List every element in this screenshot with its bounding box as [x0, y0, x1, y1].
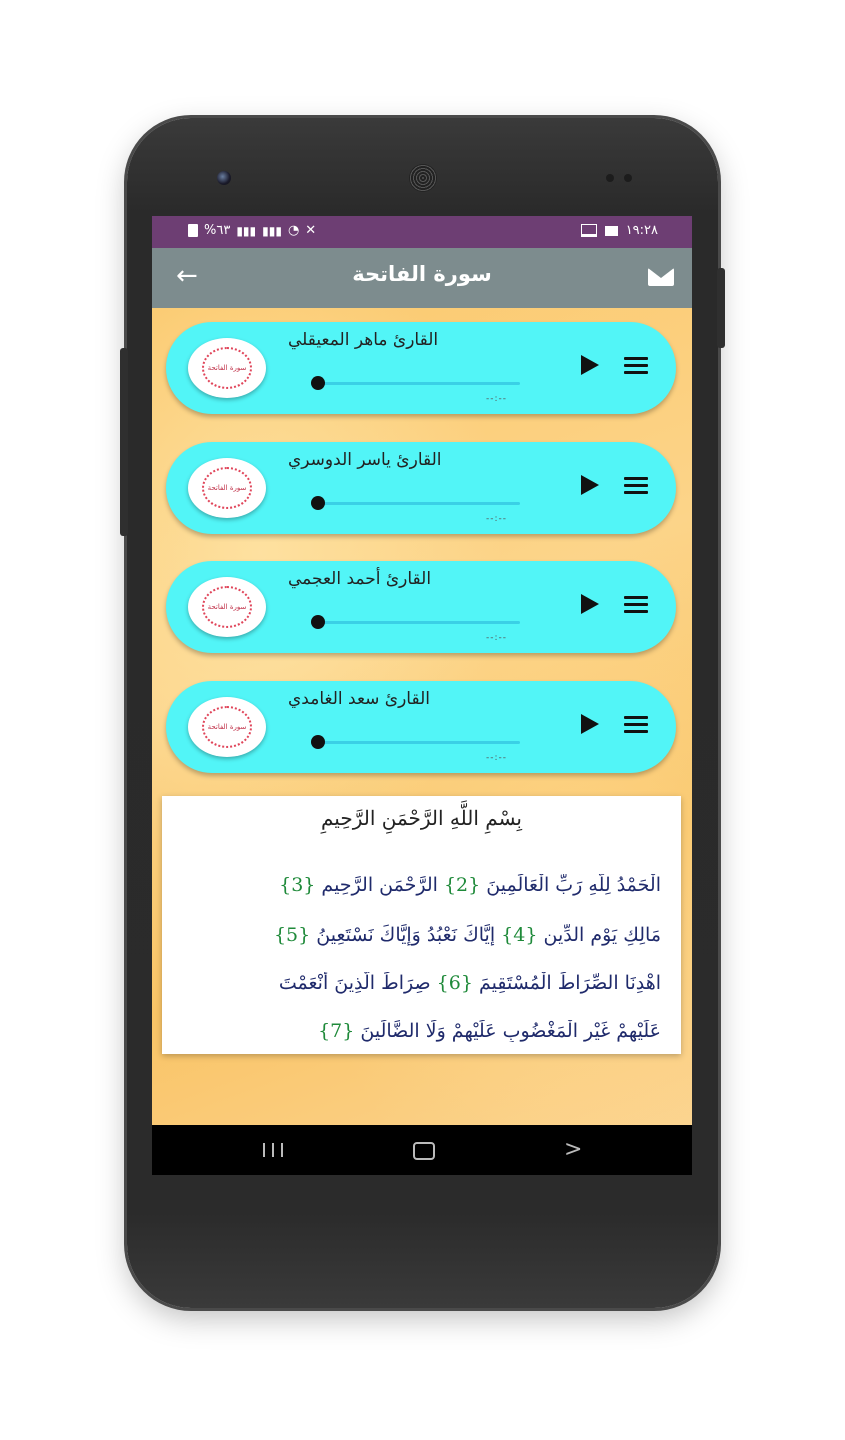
play-icon[interactable]	[581, 714, 599, 734]
verses-panel	[162, 796, 681, 1054]
menu-icon[interactable]	[624, 716, 648, 734]
volume-button	[120, 348, 128, 536]
seek-thumb[interactable]	[311, 376, 325, 390]
recent-apps-icon[interactable]	[263, 1143, 283, 1157]
status-bar	[152, 216, 692, 248]
verse-number: {4}	[501, 924, 538, 946]
verse-number: {5}	[273, 924, 311, 946]
reader-name: القارئ سعد الغامدي	[288, 689, 430, 709]
front-camera	[217, 171, 231, 185]
verse-number: {3}	[279, 874, 316, 896]
mute-icon: ✕	[305, 223, 317, 238]
laptop-icon	[581, 224, 597, 237]
verse-line	[182, 972, 661, 994]
verse-line	[182, 924, 661, 946]
verse-text: إِيَّاكَ نَعْبُدُ وَإِيَّاكَ نَسْتَعِينُ	[316, 924, 496, 946]
menu-icon[interactable]	[624, 477, 648, 495]
verse-line	[182, 1020, 661, 1042]
seek-thumb[interactable]	[311, 735, 325, 749]
seek-thumb[interactable]	[311, 496, 325, 510]
nav-bar	[152, 1125, 692, 1175]
verse-number: {6}	[436, 972, 473, 994]
play-icon[interactable]	[581, 475, 599, 495]
page-title: سورة الفاتحة	[352, 262, 492, 286]
surah-logo-text: سورة الفاتحة	[202, 467, 252, 509]
reader-name: القارئ ماهر المعيقلي	[288, 330, 439, 350]
screen	[152, 216, 692, 1175]
surah-logo-text: سورة الفاتحة	[202, 347, 252, 389]
play-icon[interactable]	[581, 594, 599, 614]
battery-icon	[188, 224, 198, 237]
wifi-icon: ◔	[287, 223, 300, 238]
arrow-left-icon[interactable]: ←	[176, 261, 198, 291]
seek-bar[interactable]	[320, 741, 520, 744]
play-icon[interactable]	[581, 355, 599, 375]
earpiece-speaker	[409, 164, 437, 192]
proximity-sensor	[606, 174, 614, 182]
chevron-right-icon[interactable]: >	[564, 1137, 583, 1162]
clock: ١٩:٢٨	[625, 223, 658, 238]
surah-logo	[188, 338, 266, 398]
power-button	[717, 268, 725, 348]
reader-card	[166, 442, 676, 534]
signal-icon-2: ▮▮▮	[262, 223, 282, 238]
verse-line	[182, 874, 661, 896]
verse-text: عَلَيْهِمْ غَيْرِ الْمَغْضُوبِ عَلَيْهِمْ وَلَا الضَّالِّينَ	[360, 1020, 661, 1042]
duration-label: --:--	[486, 394, 508, 404]
reader-card	[166, 561, 676, 653]
app-bar	[152, 248, 692, 308]
status-right	[581, 223, 658, 238]
verse-number: {7}	[318, 1020, 355, 1042]
status-left	[188, 223, 316, 238]
reader-name: القارئ ياسر الدوسري	[288, 450, 442, 470]
image-icon	[605, 226, 618, 236]
surah-logo	[188, 577, 266, 637]
seek-bar[interactable]	[320, 382, 520, 385]
surah-logo	[188, 458, 266, 518]
duration-label: --:--	[486, 753, 508, 763]
seek-bar[interactable]	[320, 502, 520, 505]
surah-logo-text: سورة الفاتحة	[202, 586, 252, 628]
seek-thumb[interactable]	[311, 615, 325, 629]
reader-name: القارئ أحمد العجمي	[288, 569, 432, 589]
signal-icon: ▮▮▮	[236, 223, 257, 238]
verse-text: الْحَمْدُ لِلَّهِ رَبِّ الْعَالَمِينَ	[486, 874, 661, 896]
seek-bar[interactable]	[320, 621, 520, 624]
mail-icon[interactable]	[648, 268, 674, 286]
menu-icon[interactable]	[624, 357, 648, 375]
duration-label: --:--	[486, 514, 508, 524]
light-sensor	[624, 174, 632, 182]
verse-text: اهْدِنَا الصِّرَاطَ الْمُسْتَقِيمَ	[478, 972, 661, 994]
verse-text: صِرَاطَ الَّذِينَ أَنْعَمْتَ	[278, 972, 431, 994]
surah-logo	[188, 697, 266, 757]
home-icon[interactable]	[413, 1142, 435, 1160]
duration-label: --:--	[486, 633, 508, 643]
reader-card	[166, 322, 676, 414]
battery-level: %٦٣	[204, 223, 231, 238]
basmala: بِسْمِ اللَّهِ الرَّحْمَنِ الرَّحِيمِ	[320, 806, 522, 830]
verse-text: الرَّحْمَنِ الرَّحِيمِ	[321, 874, 438, 896]
content-area	[152, 308, 692, 1125]
verse-text: مَالِكِ يَوْمِ الدِّينِ	[543, 924, 661, 946]
reader-card	[166, 681, 676, 773]
menu-icon[interactable]	[624, 596, 648, 614]
surah-logo-text: سورة الفاتحة	[202, 706, 252, 748]
verse-number: {2}	[443, 874, 481, 896]
